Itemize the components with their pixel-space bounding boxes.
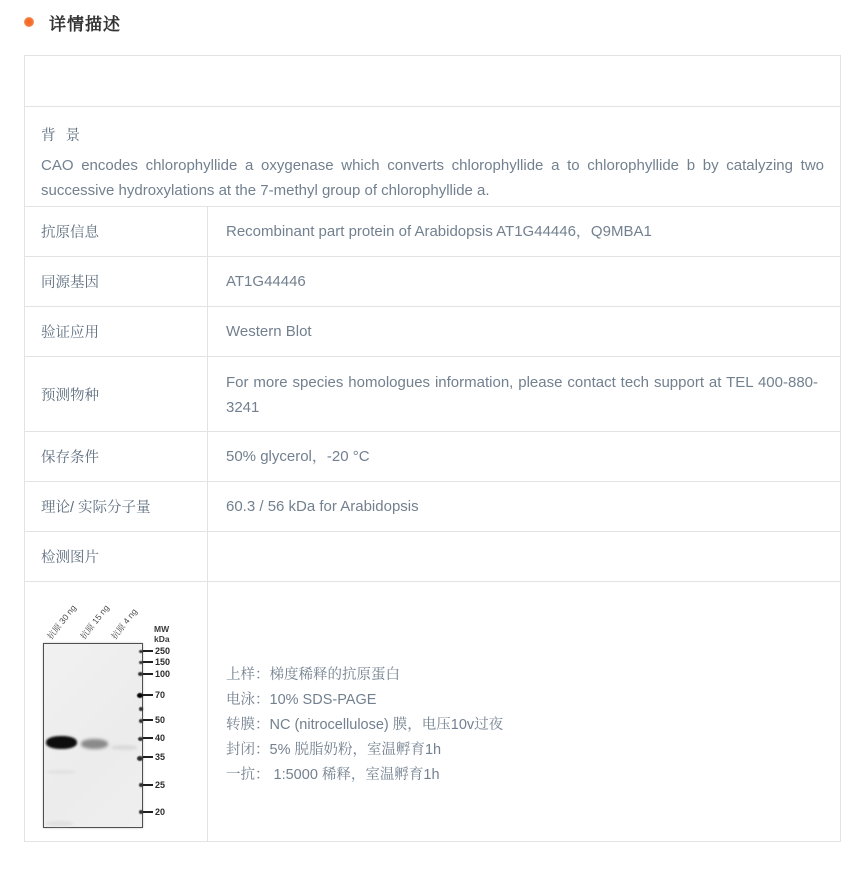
row-label-storage-condition: 保存条件	[25, 432, 208, 481]
mw-value: 40	[155, 733, 166, 743]
mw-marker-35	[143, 751, 165, 763]
mw-marker-70	[143, 689, 165, 701]
tick-line	[143, 811, 153, 813]
lane-label-2: 抗原 15 ng	[78, 602, 111, 642]
mw-value: 50	[155, 715, 166, 725]
mw-value: 100	[155, 669, 171, 679]
row-label-antigen-info: 抗原信息	[25, 207, 208, 256]
row-value-detection-image	[208, 532, 840, 581]
protocol-line-electrophoresis: 电泳：10% SDS-PAGE	[226, 692, 377, 708]
row-value-molecular-weight: 60.3 / 56 kDa for Arabidopsis	[226, 498, 419, 515]
background-row	[25, 107, 840, 207]
table-row	[25, 207, 840, 257]
tick-line	[143, 719, 153, 721]
mw-marker-25	[143, 779, 165, 791]
band-lane2-medium	[81, 739, 108, 749]
western-blot-row	[25, 582, 840, 841]
blot-membrane	[43, 643, 143, 828]
wb-protocol	[208, 582, 840, 841]
table-row	[25, 532, 840, 582]
mw-value: 20	[155, 807, 166, 817]
band-lane3-faint	[111, 745, 137, 750]
row-value-predicted-species: For more species homologues information, please contact tech support at TEL 400-880-3241	[226, 374, 818, 416]
table-row	[25, 257, 840, 307]
row-value-antigen-info: Recombinant part protein of Arabidopsis AT1G44446，Q9MBA1	[226, 223, 652, 240]
lane-label-1: 抗原 30 ng	[45, 602, 78, 642]
row-label-homolog-gene: 同源基因	[25, 257, 208, 306]
mw-marker-20	[143, 806, 165, 818]
section-header	[24, 8, 121, 36]
mw-marker-50	[143, 714, 165, 726]
mw-marker-150	[143, 656, 170, 668]
tick-line	[143, 737, 153, 739]
tick-line	[143, 650, 153, 652]
mw-kda-header	[154, 624, 170, 644]
table-row	[25, 307, 840, 357]
tick-line	[143, 694, 153, 696]
tick-line	[143, 661, 153, 663]
tick-line	[143, 784, 153, 786]
ladder-dot	[139, 707, 143, 711]
mw-value: 250	[155, 646, 171, 656]
western-blot-figure	[25, 582, 208, 841]
bullet-icon	[24, 17, 34, 27]
table-row	[25, 432, 840, 482]
table-row	[25, 482, 840, 532]
detail-table	[24, 55, 841, 842]
row-label-validated-application: 验证应用	[25, 307, 208, 356]
mw-value: 35	[155, 752, 166, 762]
table-row	[25, 357, 840, 432]
band-bottom-smudge	[46, 821, 73, 826]
band-lane1-strong	[46, 736, 77, 749]
mw-value: 70	[155, 690, 166, 700]
mw-value: 25	[155, 780, 166, 790]
row-value-validated-application: Western Blot	[226, 323, 312, 340]
tick-line	[143, 756, 153, 758]
mw-marker-40	[143, 732, 165, 744]
mw-value: 150	[155, 657, 171, 667]
mw-label: MW	[154, 624, 170, 634]
table-empty-header-row	[25, 56, 840, 107]
row-label-molecular-weight: 理论/ 实际分子量	[25, 482, 208, 531]
background-label: 背 景	[41, 128, 84, 144]
protocol-line-blocking: 封闭：5% 脱脂奶粉，室温孵育1h	[226, 742, 442, 758]
kda-label: kDa	[154, 634, 170, 644]
protocol-line-loading: 上样：梯度稀释的抗原蛋白	[226, 667, 400, 683]
row-value-homolog-gene: AT1G44446	[226, 273, 306, 290]
page-title: 详情描述	[49, 14, 121, 34]
protocol-line-primary-antibody: 一抗： 1:5000 稀释，室温孵育1h	[226, 767, 440, 783]
band-lane1-smudge	[47, 770, 76, 774]
row-label-detection-image: 检测图片	[25, 532, 208, 581]
lane-label-3: 抗原 4 ng	[109, 606, 140, 642]
protocol-line-transfer: 转膜：NC (nitrocellulose) 膜，电压10v过夜	[226, 717, 504, 733]
tick-line	[143, 673, 153, 675]
row-label-predicted-species: 预测物种	[25, 357, 208, 431]
row-value-storage-condition: 50% glycerol，-20 °C	[226, 448, 370, 465]
mw-marker-100	[143, 668, 170, 680]
background-text: CAO encodes chlorophyllide a oxygenase which converts chlorophyllide a to chlorophyllide b by catalyzing two successive hydroxylations at the 7-methyl group of chlorophyllide a.	[41, 157, 824, 199]
